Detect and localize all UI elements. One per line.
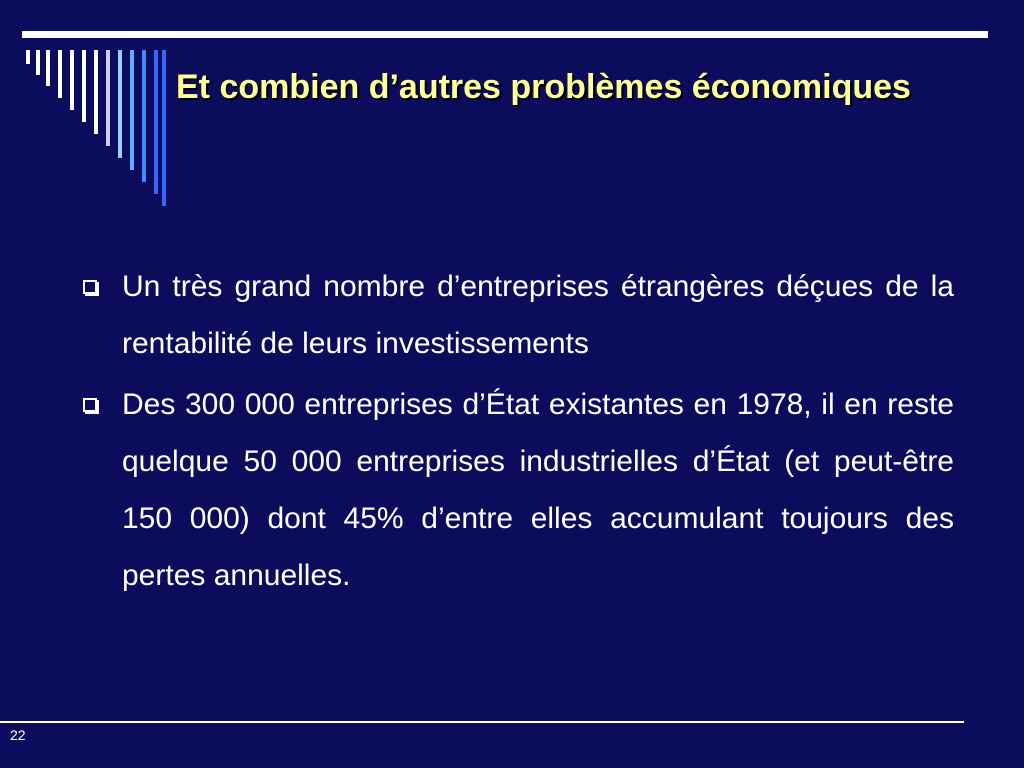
decorative-bar <box>70 50 74 110</box>
decorative-bar <box>46 50 50 86</box>
bullet-text: Un très grand nombre d’entreprises étrangères déçues de la rentabilité de leurs investissements <box>122 270 954 360</box>
decorative-bar <box>36 50 40 75</box>
bullet-item <box>82 376 954 604</box>
hollow-square-bullet-icon <box>82 376 122 433</box>
decorative-bar <box>142 50 146 182</box>
page-number: 22 <box>10 727 26 743</box>
decorative-bar <box>82 50 86 122</box>
bullet-item <box>82 258 954 372</box>
decorative-bar <box>154 50 158 194</box>
decorative-bars <box>0 0 170 210</box>
decorative-bar <box>162 50 166 206</box>
decorative-bar <box>130 50 134 170</box>
slide-title: Et combien d’autres problèmes économiques <box>176 68 911 106</box>
slide-content <box>82 258 954 608</box>
hollow-square-bullet-icon <box>82 258 122 315</box>
bottom-rule <box>0 721 964 723</box>
bullet-text: Des 300 000 entreprises d’État existantes en 1978, il en reste quelque 50 000 entreprises industrielles d’État (et peut-être 150 000) dont 45% d’entre elles accumulant toujours des pertes annuelles. <box>122 388 954 592</box>
decorative-bar <box>106 50 110 146</box>
decorative-bar <box>94 50 98 134</box>
decorative-bar <box>26 50 30 64</box>
decorative-bar <box>58 50 62 98</box>
decorative-bar <box>118 50 122 158</box>
